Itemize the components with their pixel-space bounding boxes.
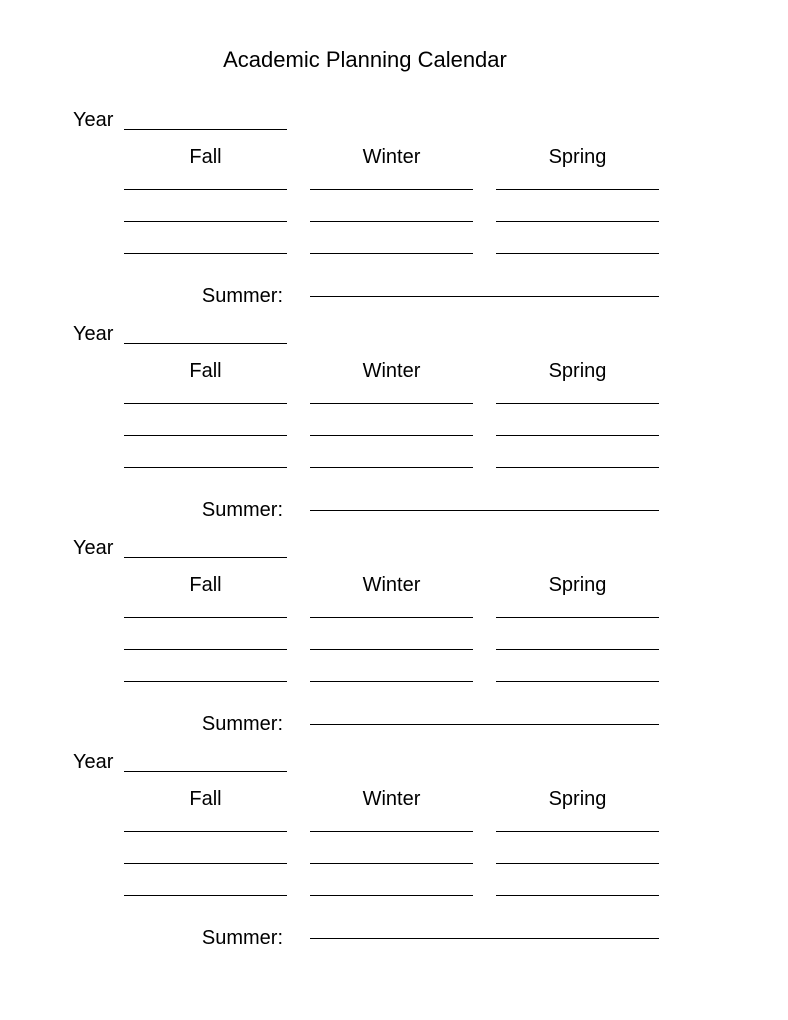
course-input-line[interactable] (310, 617, 473, 618)
season-label-0: Fall (189, 788, 222, 810)
summer-label: Summer: (201, 713, 283, 735)
summer-input-line[interactable] (310, 296, 659, 297)
course-input-line[interactable] (310, 221, 473, 222)
season-label-1: Winter (362, 574, 421, 596)
course-input-line[interactable] (496, 681, 659, 682)
course-input-line[interactable] (496, 895, 659, 896)
season-label-2: Spring (548, 574, 607, 596)
course-input-line[interactable] (124, 617, 287, 618)
course-input-line[interactable] (496, 831, 659, 832)
year-label: Year (73, 109, 114, 131)
year-input-line[interactable] (124, 771, 287, 772)
course-input-line[interactable] (310, 681, 473, 682)
summer-input-line[interactable] (310, 724, 659, 725)
course-input-line[interactable] (310, 189, 473, 190)
course-input-line[interactable] (496, 435, 659, 436)
season-label-2: Spring (548, 146, 607, 168)
course-input-line[interactable] (124, 467, 287, 468)
summer-input-line[interactable] (310, 938, 659, 939)
summer-label: Summer: (201, 927, 283, 949)
course-input-line[interactable] (124, 895, 287, 896)
year-label: Year (73, 537, 114, 559)
course-input-line[interactable] (124, 253, 287, 254)
year-block (0, 536, 788, 750)
season-label-0: Fall (189, 146, 222, 168)
page-title: Academic Planning Calendar (223, 47, 507, 72)
season-label-1: Winter (362, 146, 421, 168)
course-input-line[interactable] (310, 895, 473, 896)
course-input-line[interactable] (496, 221, 659, 222)
course-input-line[interactable] (124, 221, 287, 222)
course-input-line[interactable] (496, 467, 659, 468)
summer-label: Summer: (201, 285, 283, 307)
course-input-line[interactable] (310, 863, 473, 864)
season-label-2: Spring (548, 360, 607, 382)
course-input-line[interactable] (124, 189, 287, 190)
course-input-line[interactable] (310, 403, 473, 404)
course-input-line[interactable] (310, 831, 473, 832)
year-label: Year (73, 323, 114, 345)
course-input-line[interactable] (496, 403, 659, 404)
course-input-line[interactable] (124, 681, 287, 682)
year-block (0, 750, 788, 964)
course-input-line[interactable] (310, 253, 473, 254)
course-input-line[interactable] (124, 863, 287, 864)
course-input-line[interactable] (496, 253, 659, 254)
course-input-line[interactable] (310, 467, 473, 468)
year-label: Year (73, 751, 114, 773)
summer-label: Summer: (201, 499, 283, 521)
year-input-line[interactable] (124, 129, 287, 130)
course-input-line[interactable] (124, 435, 287, 436)
course-input-line[interactable] (124, 831, 287, 832)
year-block (0, 322, 788, 536)
season-label-1: Winter (362, 788, 421, 810)
summer-input-line[interactable] (310, 510, 659, 511)
year-block (0, 108, 788, 322)
course-input-line[interactable] (310, 649, 473, 650)
course-input-line[interactable] (496, 189, 659, 190)
course-input-line[interactable] (496, 617, 659, 618)
season-label-0: Fall (189, 574, 222, 596)
course-input-line[interactable] (124, 403, 287, 404)
course-input-line[interactable] (496, 649, 659, 650)
course-input-line[interactable] (496, 863, 659, 864)
season-label-1: Winter (362, 360, 421, 382)
year-input-line[interactable] (124, 557, 287, 558)
year-input-line[interactable] (124, 343, 287, 344)
course-input-line[interactable] (310, 435, 473, 436)
season-label-2: Spring (548, 788, 607, 810)
course-input-line[interactable] (124, 649, 287, 650)
season-label-0: Fall (189, 360, 222, 382)
